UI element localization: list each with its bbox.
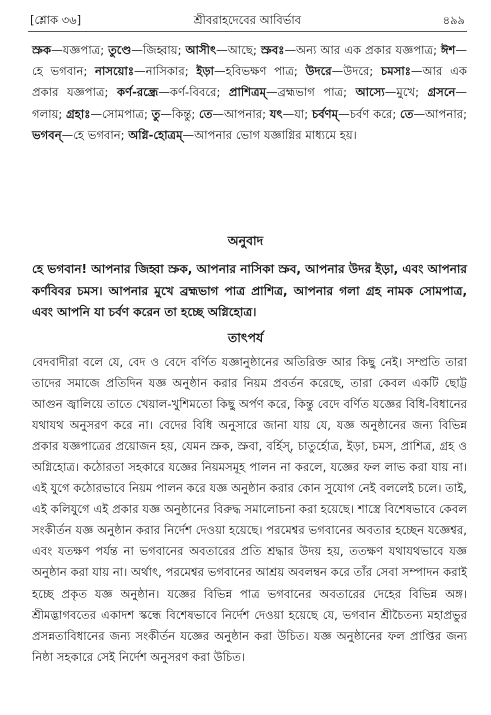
synonym-term: চমসাঃ bbox=[381, 64, 411, 79]
synonyms-paragraph bbox=[32, 40, 467, 146]
synonym-term: ভগবন্ bbox=[32, 127, 62, 142]
synonym-meaning: —আপনার; bbox=[212, 106, 270, 121]
chapter-title: শ্রীবরাহদেবের আবির্ভাব bbox=[193, 13, 302, 27]
verse-reference: [শ্লোক ৩৬] bbox=[30, 13, 82, 27]
synonym-meaning: —জিহ্বায়; bbox=[131, 43, 186, 57]
synonym-term: তুণ্ডে bbox=[108, 43, 132, 57]
synonym-term: ইড়া bbox=[196, 64, 214, 79]
synonym-meaning: —হে ভগবান; bbox=[32, 43, 467, 79]
synonym-term: গ্রহাঃ bbox=[66, 106, 91, 121]
synonym-meaning: —ব্রহ্মভাগ পাত্র; bbox=[266, 85, 356, 100]
synonym-meaning: —আপনার ভোগ যজ্ঞাগ্নির মাধ্যমে হয়। bbox=[182, 127, 357, 142]
synonym-term: তে bbox=[400, 106, 414, 121]
synonym-term: তে bbox=[199, 106, 213, 121]
synonym-meaning: —যজ্ঞপাত্র; bbox=[51, 43, 109, 57]
synonym-term: স্রুক bbox=[32, 43, 52, 57]
synonym-term: আস্যে bbox=[355, 85, 385, 100]
synonym-term: উদরে bbox=[305, 64, 332, 79]
translation-text: হে ভগবান! আপনার জিহ্বা স্রুক, আপনার নাসিকা স্রুব, আপনার উদর ইড়া, এবং আপনার কর্ণবিবর চমস। আপনার মুখে ব্রহ্মভাগ পাত্র প্রাশিত্র, আপনার গলা গ্রহ নামক সোমপাত্র, এবং আপনি যা চর্বণ করেন তা হচ্ছে অগ্নিহোত্র। bbox=[32, 262, 467, 319]
synonym-meaning: —নাসিকার; bbox=[134, 64, 197, 79]
synonym-term: গ্রসনে bbox=[427, 85, 456, 100]
synonym-meaning: —আছে; bbox=[216, 43, 261, 57]
synonym-term: ঈশ bbox=[440, 43, 456, 57]
synonym-term: স্রুবঃ bbox=[260, 43, 285, 57]
synonym-meaning: —যা; bbox=[282, 106, 312, 121]
synonym-meaning: —চর্বণ করে; bbox=[338, 106, 401, 121]
synonym-term: প্রাশিত্রম্ bbox=[228, 85, 267, 100]
synonyms-section bbox=[32, 40, 467, 146]
synonym-meaning: —গলায়; bbox=[32, 85, 468, 121]
synonym-meaning: —কর্ণ-বিবরে; bbox=[158, 85, 229, 100]
synonym-meaning: —আর এক প্রকার যজ্ঞপাত্র; bbox=[32, 64, 468, 100]
page-number: ৪৯৯ bbox=[442, 13, 465, 27]
header-rule bbox=[28, 31, 467, 32]
synonym-meaning: —অন্য আর এক প্রকার যজ্ঞপাত্র; bbox=[284, 43, 441, 57]
synonym-term: অগ্নি-হোত্রম্ bbox=[128, 127, 183, 142]
running-header bbox=[30, 8, 465, 30]
synonym-term: চর্বণম্ bbox=[311, 106, 339, 121]
synonym-term: যৎ bbox=[269, 106, 283, 121]
synonym-meaning: —কিন্তু; bbox=[160, 106, 200, 121]
purport-heading: তাৎপর্য bbox=[227, 330, 264, 345]
translation-heading: অনুবাদ bbox=[227, 233, 264, 248]
purport-section bbox=[32, 352, 467, 668]
synonym-meaning: —মুখে; bbox=[384, 85, 428, 100]
synonym-term: নাসয়োঃ bbox=[95, 64, 135, 79]
synonym-term: আসীৎ bbox=[185, 43, 217, 57]
synonym-meaning: —আপনার; bbox=[413, 106, 467, 121]
synonym-term: কর্ণ-রন্ধ্রে bbox=[116, 85, 159, 100]
synonym-meaning: —হবিভক্ষণ পাত্র; bbox=[213, 64, 306, 79]
synonym-term: তু bbox=[151, 106, 161, 121]
synonym-meaning: —সোমপাত্র; bbox=[90, 106, 152, 121]
synonym-meaning: —হে ভগবান; bbox=[61, 127, 129, 142]
purport-text: বেদবাদীরা বলে যে, বেদ ও বেদে বর্ণিত যজ্ঞানুষ্ঠানের অতিরিক্ত আর কিছু নেই। সম্প্রতি তারা তাদের সমাজে প্রতিদিন যজ্ঞ অনুষ্ঠান করার নিয়ম প্রবর্তন করেছে, তারা কেবল একটি ছোট্ট আগুন জ্বালিয়ে তাতে খেয়াল-খুশিমতো কিছু অর্পণ করে, কিন্তু বেদে বর্ণিত যজ্ঞের বিধি-বিধানের যথাযথ অনুসরণ করে না। বেদের বিধি অনুসারে জানা যায় যে, যজ্ঞ অনুষ্ঠানের জন্য বিভিন্ন প্রকার যজ্ঞপাত্রের প্রয়োজন হয়, যেমন স্রুক, স্রুবা, বর্হিস্, চাতুর্হোত্র, ইড়া, চমস, প্রাশিত্র, গ্রহ ও অগ্নিহোত্র। কঠোরতা সহকারে যজ্ঞের নিয়মসমূহ পালন না করলে, যজ্ঞের ফল লাভ করা যায় না। এই যুগে কঠোরভাবে নিয়ম পালন করে যজ্ঞ অনুষ্ঠান করার কোন সুযোগ নেই বললেই চলে। তাই, এই কলিযুগে এই প্রকার যজ্ঞ অনুষ্ঠানের বিরুদ্ধ সমালোচনা করা হয়েছে। শাস্ত্রে বিশেষভাবে কেবল সংকীর্তন যজ্ঞ অনুষ্ঠান করার নির্দেশ দেওয়া হয়েছে। পরমেশ্বর ভগবানের অবতার হচ্ছেন যজ্ঞেশ্বর, এবং যতক্ষণ পর্যন্ত না ভগবানের অবতারের প্রতি শ্রদ্ধার উদয় হয়, ততক্ষণ যথাযথভাবে যজ্ঞ অনুষ্ঠান করা যায় না। অর্থাৎ, পরমেশ্বর ভগবানের আশ্রয় অবলম্বন করে তাঁর সেবা সম্পাদন করাই হচ্ছে প্রকৃত যজ্ঞ অনুষ্ঠান। যজ্ঞের বিভিন্ন পাত্র ভগবানের অবতারের দেহের বিভিন্ন অঙ্গ। শ্রীমদ্ভাগবতের একাদশ স্কন্ধে বিশেষভাবে নির্দেশ দেওয়া হয়েছে যে, ভগবান শ্রীচৈতন্য মহাপ্রভুর প্রসন্নতাবিধানের জন্য সংকীর্তন যজ্ঞের অনুষ্ঠান করা উচিত। যজ্ঞ অনুষ্ঠানের ফল প্রাপ্তির জন্য নিষ্ঠা সহকারে সেই নির্দেশ অনুসরণ করা উচিত। bbox=[32, 355, 467, 664]
synonym-meaning: —উদরে; bbox=[331, 64, 382, 79]
